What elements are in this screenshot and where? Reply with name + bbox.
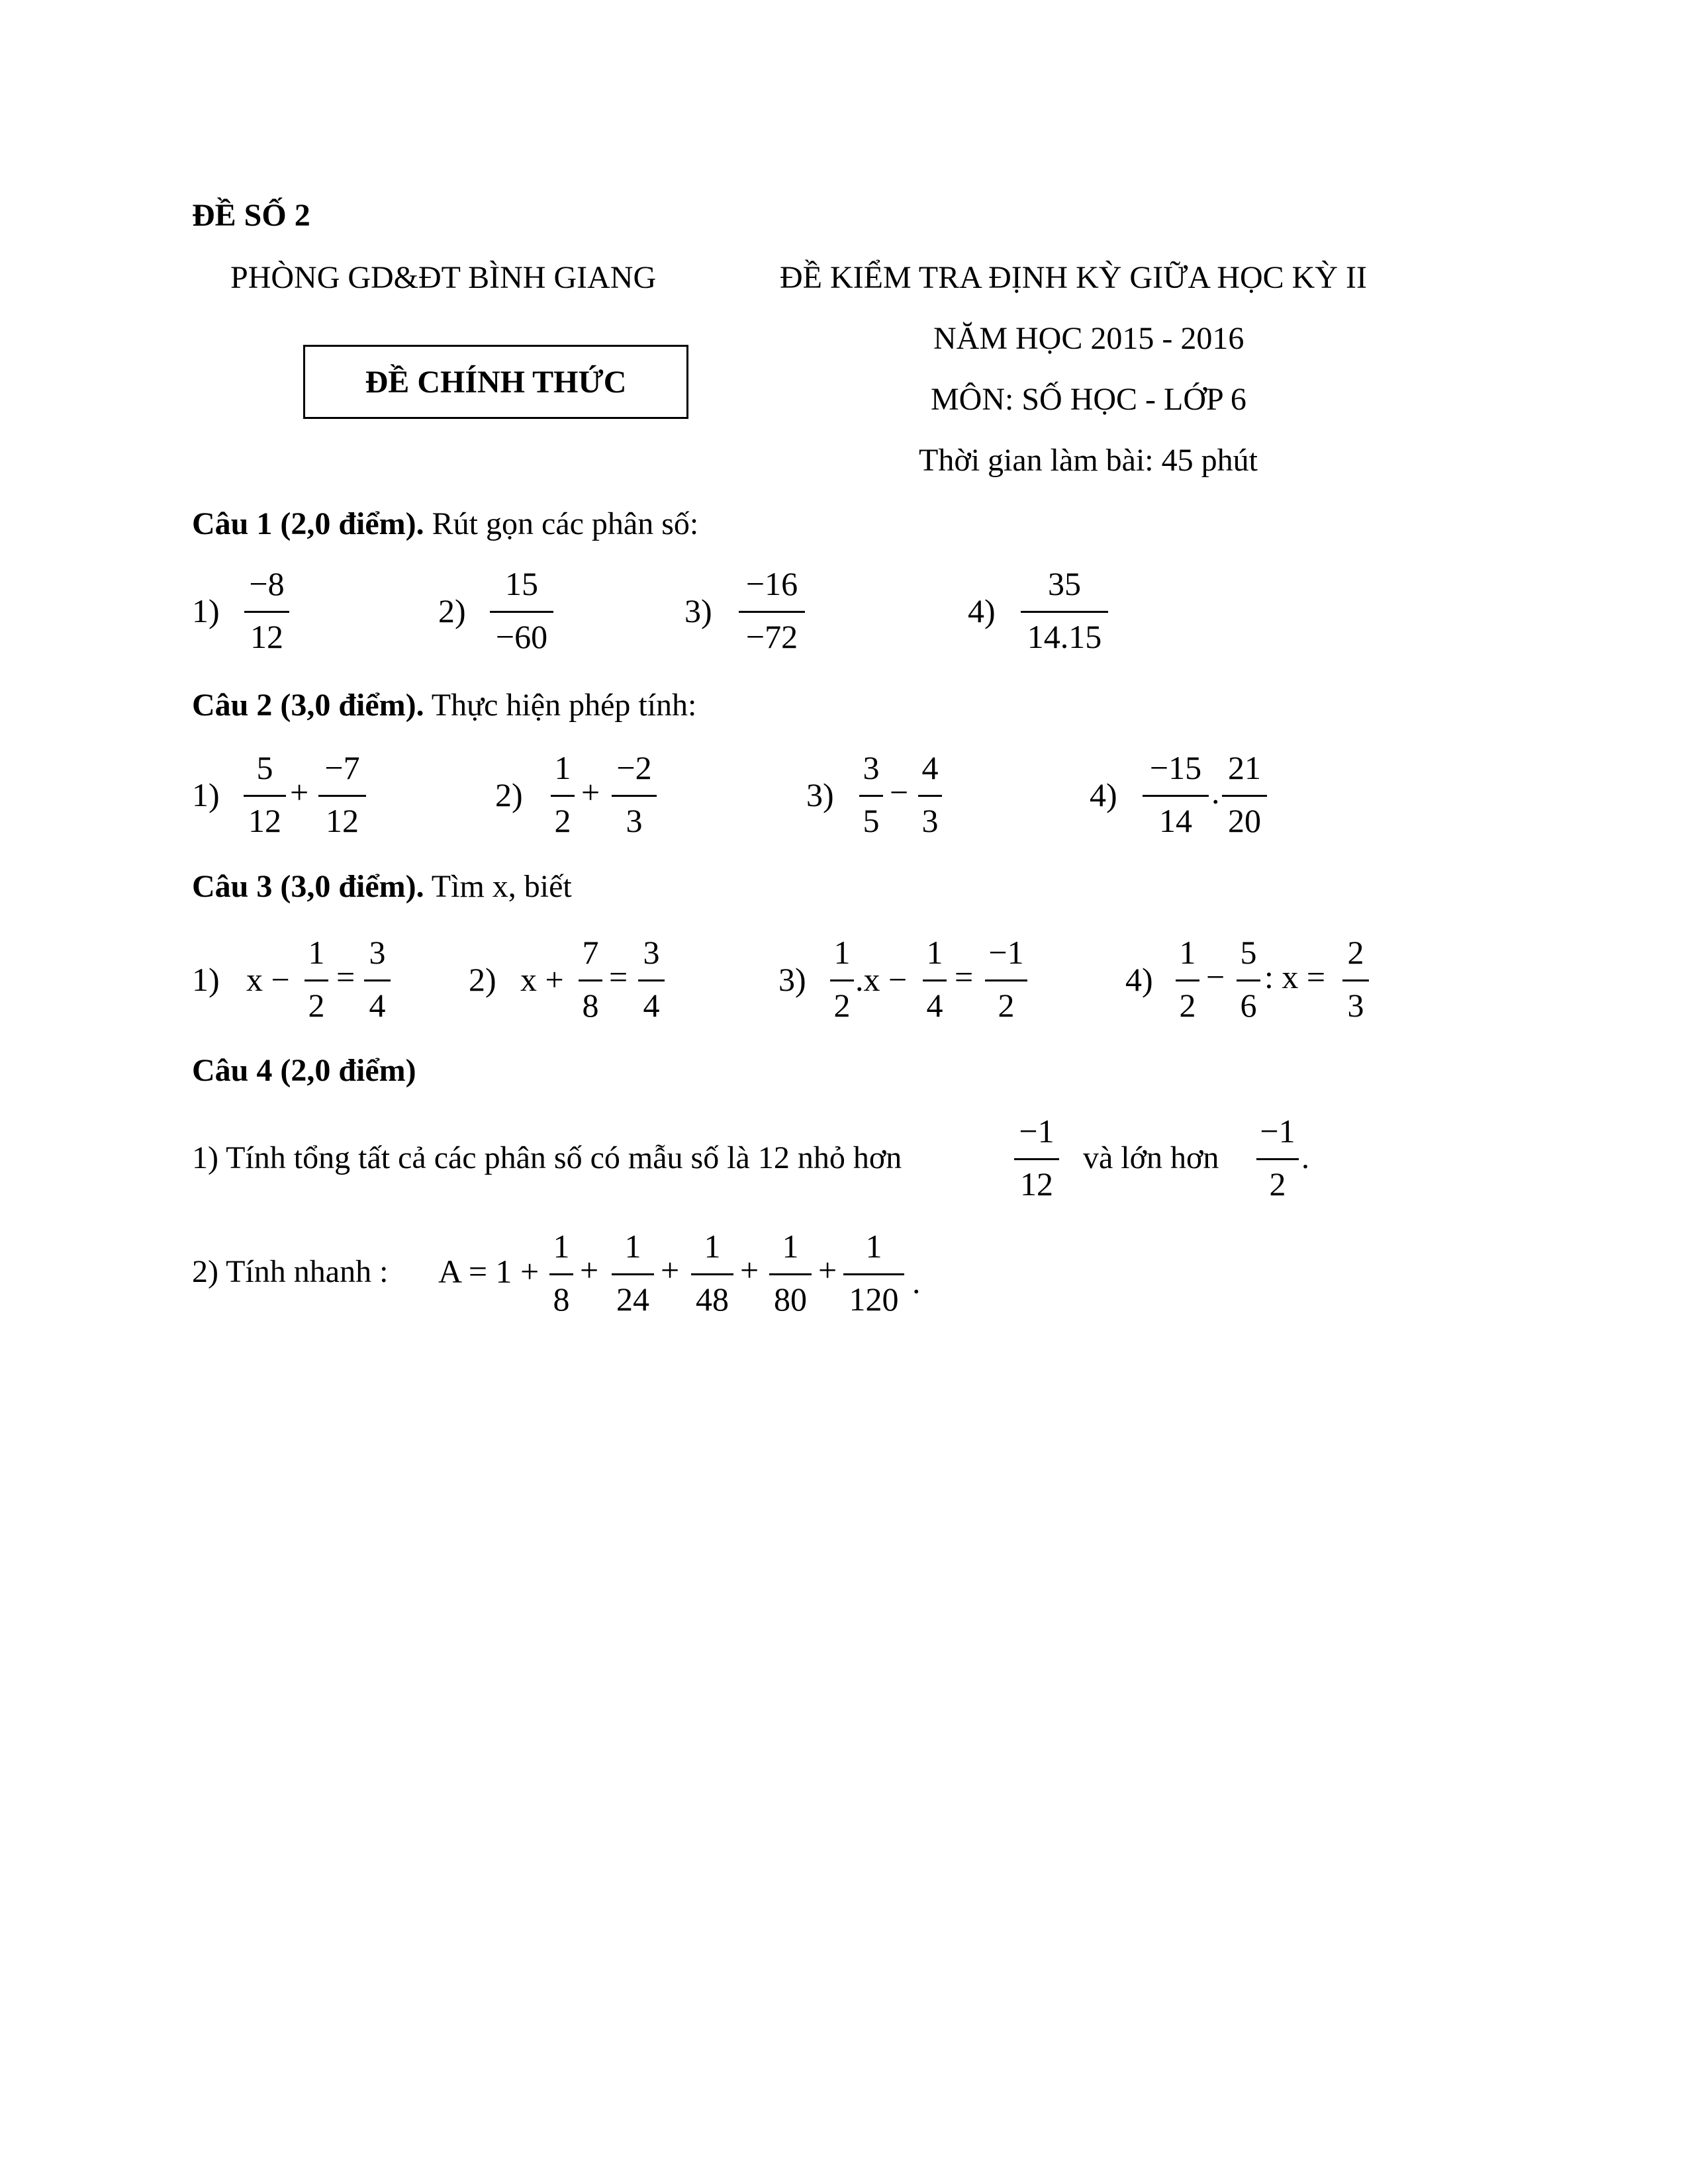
numerator: 3 — [643, 934, 660, 971]
time-limit: Thời gian làm bài: 45 phút — [919, 443, 1258, 478]
plus-sign: + — [740, 1251, 759, 1289]
numerator: 4 — [921, 749, 939, 786]
q2-item-number: 2) — [495, 776, 523, 813]
fraction-bar — [918, 795, 942, 797]
denominator: 4 — [926, 987, 943, 1024]
numerator: −1 — [1260, 1113, 1295, 1150]
q3-item-number: 3) — [778, 961, 806, 998]
school-year: NĂM HỌC 2015 - 2016 — [933, 321, 1244, 356]
denominator: 14.15 — [1027, 618, 1102, 655]
fraction-bar — [859, 795, 883, 797]
fraction-bar — [1014, 1158, 1059, 1160]
denominator: 12 — [250, 618, 283, 655]
plus-sign: + — [661, 1251, 680, 1289]
equals-sign: = — [955, 958, 974, 995]
question-3-heading — [192, 871, 572, 903]
numerator: 5 — [256, 749, 273, 786]
numerator: 3 — [863, 749, 880, 786]
numerator: −1 — [1019, 1113, 1055, 1150]
numerator: 3 — [369, 934, 386, 971]
operator: . — [1211, 774, 1220, 811]
numerator: 1 — [1179, 934, 1196, 971]
question-3-text: Tìm x, biết — [424, 869, 572, 904]
denominator: 2 — [308, 987, 325, 1024]
denominator: 8 — [582, 987, 599, 1024]
denominator: 3 — [921, 802, 939, 839]
numerator: 1 — [704, 1228, 721, 1265]
numerator: −8 — [249, 565, 285, 602]
denominator: 5 — [863, 802, 880, 839]
numerator: 1 — [554, 749, 571, 786]
variable-expression: x − — [246, 961, 290, 998]
denominator: 2 — [554, 802, 571, 839]
fraction-bar — [638, 979, 665, 981]
expression-period: . — [912, 1263, 921, 1300]
fraction-bar — [1143, 795, 1209, 797]
denominator: 2 — [1269, 1165, 1286, 1203]
variable-expression: .x − — [855, 961, 908, 998]
fraction-bar — [549, 1273, 573, 1275]
variable-expression: x + — [520, 961, 564, 998]
fraction-bar — [1222, 795, 1267, 797]
denominator: 4 — [369, 987, 386, 1024]
question-2-text: Thực hiện phép tính: — [424, 688, 697, 723]
q2-item-number: 4) — [1090, 776, 1117, 813]
q2-item-number: 3) — [806, 776, 834, 813]
question-1-text: Rút gọn các phân số: — [424, 506, 699, 541]
fraction-bar — [244, 611, 289, 613]
fraction-bar — [1176, 979, 1199, 981]
fraction-bar — [1342, 979, 1369, 981]
numerator: 1 — [833, 934, 851, 971]
numerator: −7 — [324, 749, 360, 786]
denominator: 12 — [1020, 1165, 1053, 1203]
question-2-heading — [192, 690, 696, 721]
denominator: 3 — [626, 802, 643, 839]
q1-item-number: 4) — [968, 592, 996, 629]
fraction-bar — [1237, 979, 1260, 981]
fraction-bar — [1256, 1158, 1299, 1160]
operator: − — [890, 774, 909, 811]
numerator: −1 — [988, 934, 1024, 971]
q4-part-1-text: 1) Tính tổng tất cả các phân số có mẫu số là 12 nhỏ hơn — [192, 1140, 902, 1175]
q3-item-number: 2) — [469, 961, 496, 998]
numerator: 1 — [865, 1228, 882, 1265]
fraction-bar — [739, 611, 805, 613]
fraction-bar — [364, 979, 391, 981]
denominator: 48 — [696, 1281, 729, 1318]
subject: MÔN: SỐ HỌC - LỚP 6 — [931, 382, 1246, 417]
official-stamp-box — [303, 345, 688, 419]
numerator: 5 — [1240, 934, 1257, 971]
fraction-bar — [1021, 611, 1108, 613]
numerator: 1 — [553, 1228, 570, 1265]
denominator: 2 — [833, 987, 851, 1024]
fraction-bar — [612, 1273, 654, 1275]
denominator: 2 — [998, 987, 1015, 1024]
q3-item-number: 1) — [192, 961, 220, 998]
operator: − — [1206, 958, 1225, 995]
q1-item-number: 2) — [438, 592, 466, 629]
operator: + — [581, 774, 600, 811]
denominator: −60 — [495, 618, 548, 655]
numerator: −16 — [745, 565, 798, 602]
variable-expression: : x = — [1264, 958, 1326, 995]
denominator: 24 — [616, 1281, 649, 1318]
fraction-bar — [769, 1273, 812, 1275]
numerator: 21 — [1228, 749, 1261, 786]
denominator: 8 — [553, 1281, 570, 1318]
q4-part-2-text: 2) Tính nhanh : — [192, 1254, 389, 1289]
fraction-bar — [244, 795, 286, 797]
operator: + — [290, 774, 309, 811]
fraction-bar — [490, 611, 553, 613]
equals-sign: = — [336, 958, 355, 995]
fraction-bar — [843, 1273, 904, 1275]
question-1-label: Câu 1 (2,0 điểm). — [192, 506, 424, 541]
department-name: PHÒNG GD&ĐT BÌNH GIANG — [230, 260, 657, 295]
denominator: 4 — [643, 987, 660, 1024]
question-3-label: Câu 3 (3,0 điểm). — [192, 869, 424, 904]
denominator: 3 — [1347, 987, 1364, 1024]
denominator: 120 — [849, 1281, 899, 1318]
numerator: −2 — [616, 749, 652, 786]
denominator: 20 — [1228, 802, 1261, 839]
official-label: ĐỀ CHÍNH THỨC — [365, 365, 627, 400]
q2-item-number: 1) — [192, 776, 220, 813]
exam-title: ĐỀ KIỂM TRA ĐỊNH KỲ GIỮA HỌC KỲ II — [780, 260, 1367, 295]
q1-item-number: 1) — [192, 592, 220, 629]
fraction-bar — [985, 979, 1027, 981]
numerator: 1 — [782, 1228, 799, 1265]
numerator: 2 — [1347, 934, 1364, 971]
fraction-bar — [579, 979, 602, 981]
fraction-bar — [923, 979, 947, 981]
equals-sign: = — [609, 958, 628, 995]
fraction-bar — [305, 979, 328, 981]
denominator: 2 — [1179, 987, 1196, 1024]
question-4-label: Câu 4 (2,0 điểm) — [192, 1053, 416, 1088]
numerator: 1 — [624, 1228, 641, 1265]
question-2-label: Câu 2 (3,0 điểm). — [192, 688, 424, 723]
q3-item-number: 4) — [1125, 961, 1153, 998]
plus-sign: + — [818, 1251, 837, 1289]
fraction-bar — [830, 979, 854, 981]
numerator: 7 — [582, 934, 599, 971]
plus-sign: + — [580, 1251, 599, 1289]
numerator: 15 — [505, 565, 538, 602]
fraction-bar — [691, 1273, 733, 1275]
denominator: 6 — [1240, 987, 1257, 1024]
q4-part-1-period: . — [1301, 1140, 1309, 1175]
fraction-bar — [318, 795, 366, 797]
fraction-bar — [551, 795, 575, 797]
denominator: 80 — [774, 1281, 807, 1318]
denominator: 14 — [1159, 802, 1192, 839]
expression-start: A = 1 + — [438, 1253, 539, 1290]
q4-part-1-middle: và lớn hơn — [1083, 1140, 1219, 1175]
exam-number: ĐỀ SỐ 2 — [192, 198, 310, 233]
q1-item-number: 3) — [684, 592, 712, 629]
fraction-bar — [612, 795, 657, 797]
denominator: −72 — [745, 618, 798, 655]
numerator: 1 — [308, 934, 325, 971]
numerator: −15 — [1149, 749, 1202, 786]
denominator: 12 — [326, 802, 359, 839]
denominator: 12 — [248, 802, 281, 839]
numerator: 35 — [1048, 565, 1081, 602]
numerator: 1 — [926, 934, 943, 971]
question-1-heading — [192, 508, 698, 540]
